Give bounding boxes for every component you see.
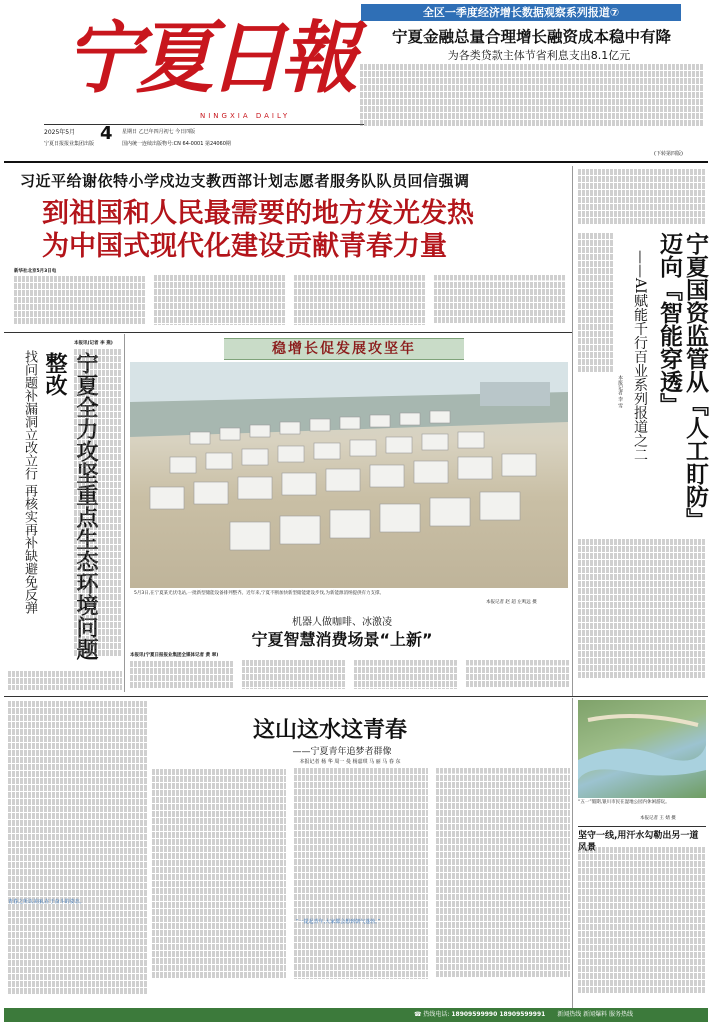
left-story-body bbox=[74, 348, 122, 668]
footer-hotline: 18909599990 18909599991 bbox=[451, 1011, 546, 1018]
masthead bbox=[4, 0, 704, 160]
lead-headline-1: 到祖国和人民最需要的地方发光发热 bbox=[42, 198, 474, 229]
right-story-sub: ——AI赋能千行百业系列报道之二 bbox=[632, 250, 648, 462]
robot-headline: 宁夏智慧消费场景“上新” bbox=[251, 630, 433, 649]
page-number: 4 bbox=[100, 123, 113, 144]
wetland-photo bbox=[578, 700, 706, 798]
section-banner bbox=[224, 338, 464, 360]
youth-sub: ——宁夏青年追梦者群像 bbox=[292, 747, 392, 757]
banner-continue: (下转第四版) bbox=[654, 151, 683, 157]
masthead-publisher: 宁夏日报报业集团出版 bbox=[44, 141, 95, 147]
left-story-headline: 宁夏全力攻坚重点生态环境问题整改 bbox=[42, 352, 99, 660]
section-banner-label: 稳增长促发展攻坚年 bbox=[272, 341, 416, 357]
banner-headline: 宁夏金融总量合理增长融资成本稳中有降 bbox=[391, 28, 671, 46]
masthead-dayinfo: 星期日 乙巳年四月初七 今日四版 bbox=[122, 129, 196, 135]
youth-body-left bbox=[8, 700, 148, 1000]
footer-bar bbox=[4, 1008, 708, 1022]
lead-body bbox=[14, 275, 566, 330]
water-headline: 坚守一线,用汗水勾勒出另一道风景 bbox=[578, 831, 699, 853]
lead-kicker: 习近平给谢依特小学戍边支教西部计划志愿者服务队队员回信强调 bbox=[20, 172, 470, 190]
left-story-sub: 找问题补漏洞立改立行 再核实再补缺避免反弹 bbox=[22, 350, 37, 615]
masthead-logo: 宁夏日報 bbox=[64, 13, 353, 104]
robot-leadin: 本报讯(宁夏日报报业集团全媒体记者 黄 翠) bbox=[130, 653, 219, 658]
left-story-leadin: 本报讯(记者 李 燕) bbox=[74, 341, 113, 346]
youth-body-main bbox=[152, 768, 570, 1006]
right-story-body-left bbox=[578, 232, 614, 532]
wetland-scene bbox=[578, 700, 706, 798]
youth-quote-1: 青春之所以美丽,在于奋斗的姿态。 bbox=[8, 899, 85, 905]
robot-kicker: 机器人做咖啡、冰激凌 bbox=[292, 617, 392, 628]
right-story-body-top bbox=[578, 168, 706, 230]
photo-credit: 本报记者 赵 超 左鸣远 摄 bbox=[486, 600, 537, 605]
robot-body bbox=[130, 660, 570, 692]
masthead-date: 2025年5月 bbox=[44, 129, 76, 136]
left-story-body-bottom bbox=[8, 670, 122, 690]
lead-headline-2: 为中国式现代化建设贡献青春力量 bbox=[42, 231, 447, 262]
youth-byline: 本报记者 杨 华 周一 曼 杨嘉琪 马 丽 马 春 东 bbox=[299, 759, 401, 765]
banner-body bbox=[360, 63, 704, 135]
photo-caption: 5月3日,在宁夏某光伏电站,一批新型储能设备排列整齐。近年来,宁夏不断加快新型储能建设步伐,为新能源消纳提供有力支撑。 bbox=[134, 591, 384, 596]
youth-quote-2: “一提起青年,大家都会想到朝气蓬勃。” bbox=[296, 919, 381, 925]
lead-photo bbox=[130, 362, 568, 588]
wetland-caption: “五一”假期,银川市民在湿地公园内休闲游玩。 bbox=[578, 800, 670, 805]
right-story-body-bottom bbox=[578, 538, 706, 688]
masthead-subtitle: NINGXIA DAILY bbox=[200, 112, 291, 120]
footer-slogan: 新闻热线 新闻爆料 服务热线 bbox=[557, 1011, 634, 1018]
banner-label: 全区一季度经济增长数据观察系列报道⑦ bbox=[361, 4, 681, 21]
footer-hotline-label: 热线电话: bbox=[423, 1011, 450, 1018]
wetland-credit: 本报记者 王 婧 摄 bbox=[640, 816, 676, 821]
right-story-headline: 宁夏国资监管从『人工盯防』迈向『智能穿透』 bbox=[656, 232, 709, 531]
right-story-byline: 本报记者 李 雪 bbox=[617, 375, 623, 409]
youth-headline: 这山这水这青春 bbox=[252, 717, 407, 743]
banner-subheadline: 为各类贷款主体节省利息支出8.1亿元 bbox=[447, 49, 631, 62]
phone-icon: ☎ bbox=[414, 1011, 422, 1018]
masthead-cncode: 国内统一连续出版物号:CN 64-0001 第24060期 bbox=[122, 141, 231, 147]
solar-storage-scene bbox=[130, 362, 568, 588]
water-body bbox=[578, 846, 706, 1002]
lead-dateline: 新华社北京5月3日电 bbox=[14, 269, 57, 274]
